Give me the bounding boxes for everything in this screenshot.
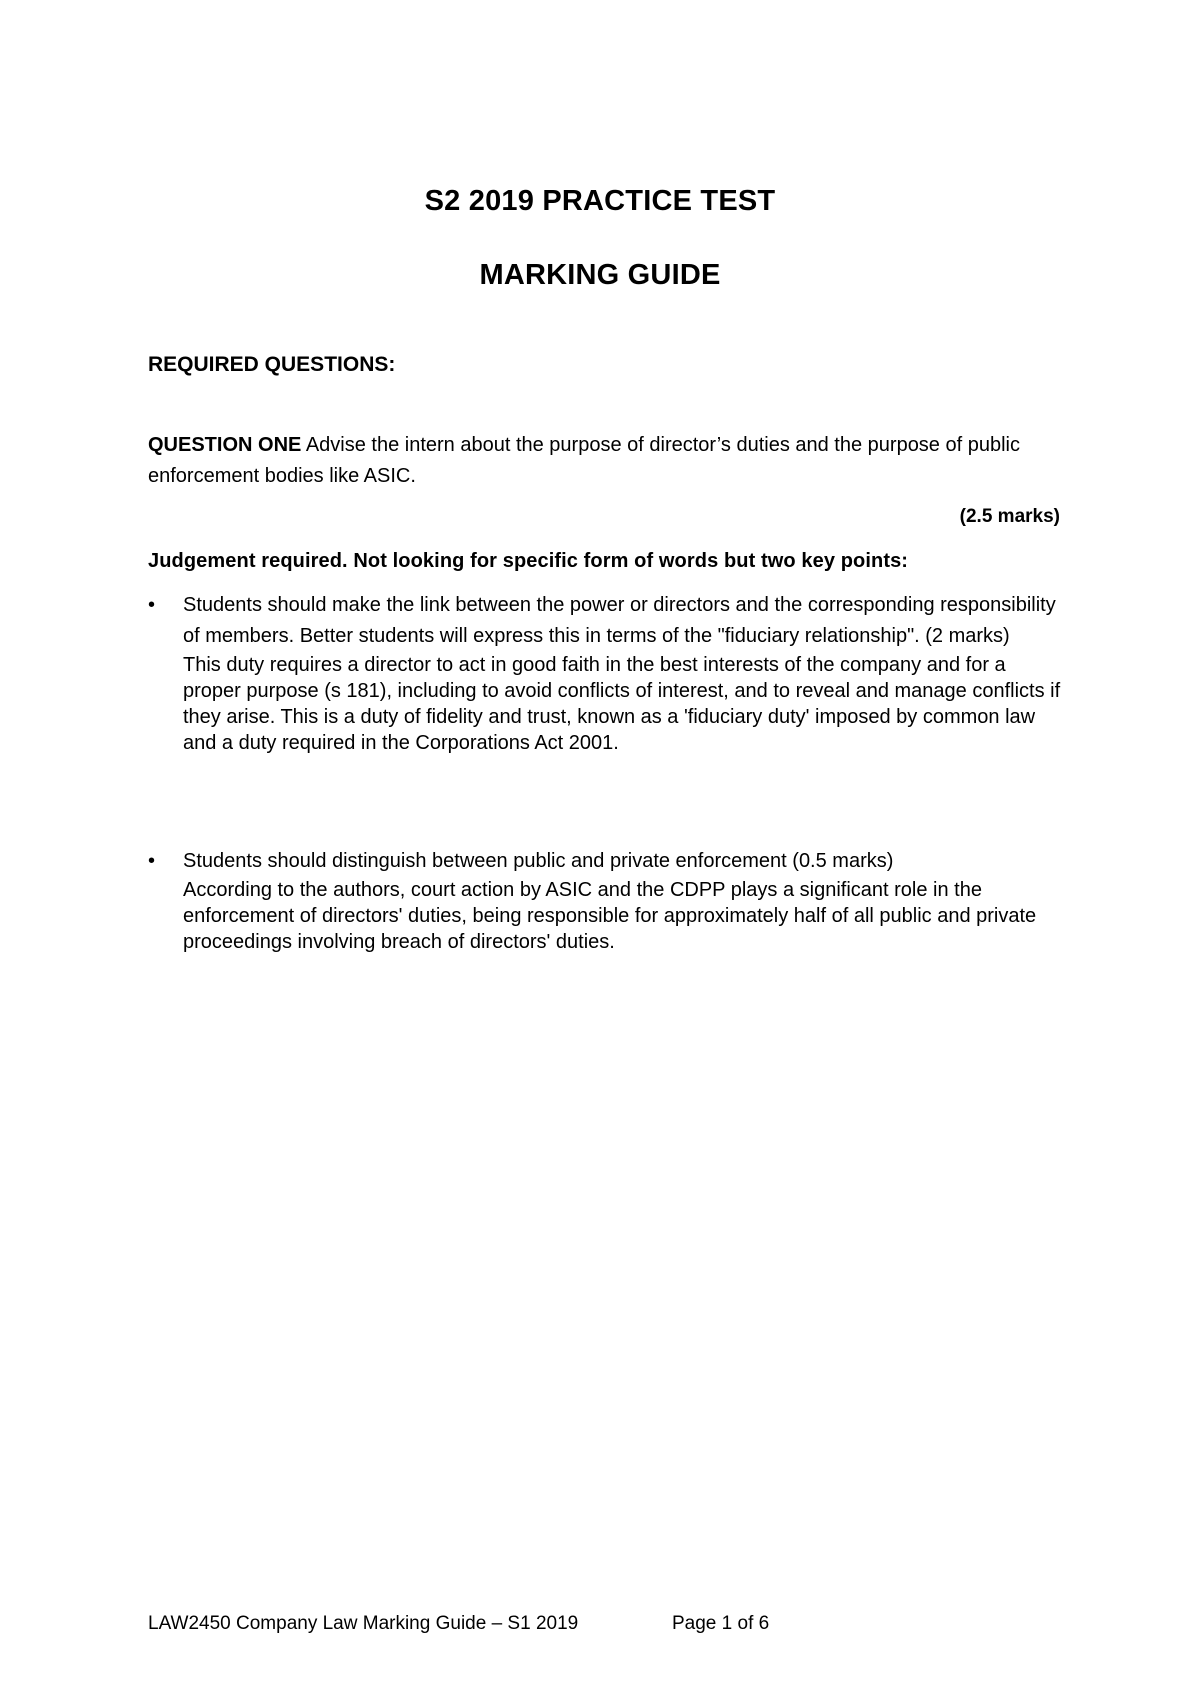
document-subtitle: MARKING GUIDE (479, 259, 721, 291)
section-heading: REQUIRED QUESTIONS: (148, 353, 396, 376)
judgement-note: Judgement required. Not looking for specific form of words but two key points: (148, 550, 909, 572)
footer-course-title: LAW2450 Company Law Marking Guide – S1 2019 (148, 1613, 579, 1634)
bullet-detail-text: This duty requires a director to act in good faith in the best interests of the company and for a proper purpose (s 181), including to avoid conflicts of interest, and to reveal and manage conflicts if they arise. This is a duty of fidelity and trust, known as a 'fiduciary duty' imposed by common law and a duty required in the Corporations Act 2001. (183, 654, 1061, 754)
bullet-body (183, 590, 1068, 756)
footer-page-number: Page 1 of 6 (672, 1613, 770, 1634)
bullet-detail-text: According to the authors, court action by ASIC and the CDPP plays a significant role in the enforcement of directors' duties, being responsible for approximately half of all public and private proceedings involving breach of directors' duties. (183, 879, 1037, 953)
bullet-main-text: Students should make the link between the power or directors and the corresponding responsibility of members. Better students will express this in terms of the "fiduciary relationship". (2 marks) (183, 594, 1056, 647)
bullet-icon: • (148, 594, 156, 616)
question-text: Advise the intern about the purpose of director’s duties and the purpose of public enforcement bodies like ASIC. (148, 434, 1020, 487)
bullet-main-text: Students should distinguish between public and private enforcement (0.5 marks) (183, 850, 894, 872)
question-marks: (2.5 marks) (959, 506, 1060, 527)
bullet-icon: • (148, 850, 156, 872)
bullet-body (183, 846, 1068, 955)
document-title: S2 2019 PRACTICE TEST (424, 185, 776, 217)
question-label: QUESTION ONE (148, 434, 302, 456)
question-one (148, 430, 1068, 492)
